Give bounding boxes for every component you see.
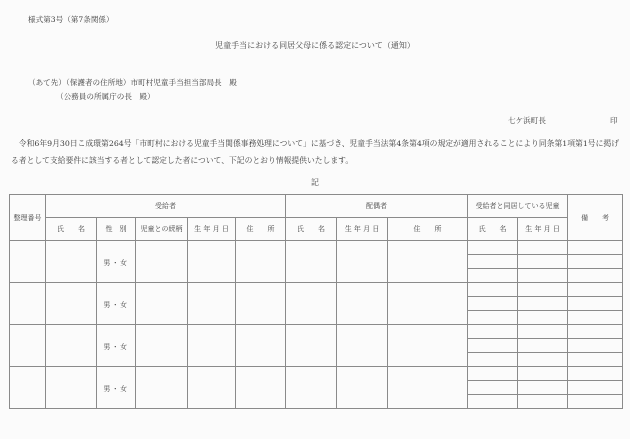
cell-spouse-birthdate (337, 325, 388, 367)
cell-child-birthdate (518, 395, 568, 409)
cell-recipient-address (236, 241, 286, 283)
cell-child-birthdate (518, 311, 568, 325)
cell-remarks (568, 381, 623, 395)
cell-child-birthdate (518, 255, 568, 269)
cell-remarks (568, 255, 623, 269)
record-row-group (10, 325, 623, 339)
col-header-recipient-name: 氏 名 (46, 218, 97, 241)
col-header-spouse-address: 住 所 (388, 218, 468, 241)
col-header-recipient-gender: 性 別 (97, 218, 136, 241)
cell-recipient-name (46, 283, 97, 325)
cell-relationship-to-child (136, 241, 188, 283)
cell-child-birthdate (518, 297, 568, 311)
header-sub-row (10, 218, 623, 241)
header-group-row (10, 195, 623, 218)
cell-serial-number (10, 367, 46, 409)
seal-mark: 印 (610, 116, 618, 125)
cell-serial-number (10, 283, 46, 325)
record-row-group (10, 367, 623, 381)
cell-recipient-gender: 男・女 (97, 325, 136, 367)
cell-child-name (468, 339, 518, 353)
cell-recipient-gender: 男・女 (97, 283, 136, 325)
cell-relationship-to-child (136, 283, 188, 325)
cell-relationship-to-child (136, 325, 188, 367)
cell-remarks (568, 241, 623, 255)
cell-child-name (468, 381, 518, 395)
cell-remarks (568, 283, 623, 297)
cell-spouse-name (286, 283, 337, 325)
cell-remarks (568, 339, 623, 353)
cell-child-birthdate (518, 367, 568, 381)
cell-remarks (568, 269, 623, 283)
cell-spouse-name (286, 241, 337, 283)
cell-spouse-name (286, 325, 337, 367)
cell-recipient-birthdate (188, 367, 236, 409)
cell-recipient-address (236, 325, 286, 367)
cell-spouse-birthdate (337, 283, 388, 325)
cell-child-name (468, 241, 518, 255)
col-header-spouse-name: 氏 名 (286, 218, 337, 241)
page-title: 児童手当における同居父母に係る認定について（通知） (215, 41, 415, 50)
cell-child-name (468, 255, 518, 269)
cell-child-name (468, 325, 518, 339)
cell-remarks (568, 395, 623, 409)
cell-recipient-address (236, 367, 286, 409)
cell-child-name (468, 353, 518, 367)
addressee-line-2: （公務員の所属庁の長 殿） (56, 92, 155, 101)
cell-recipient-address (236, 283, 286, 325)
cell-spouse-birthdate (337, 367, 388, 409)
record-row-group (10, 241, 623, 255)
col-header-recipient-address: 住 所 (236, 218, 286, 241)
cell-child-birthdate (518, 381, 568, 395)
cell-remarks (568, 325, 623, 339)
col-header-child-name: 氏 名 (468, 218, 518, 241)
cell-remarks (568, 297, 623, 311)
cell-child-birthdate (518, 325, 568, 339)
cell-recipient-birthdate (188, 325, 236, 367)
cell-remarks (568, 311, 623, 325)
cell-recipient-birthdate (188, 241, 236, 283)
cell-spouse-birthdate (337, 241, 388, 283)
col-group-recipient: 受給者 (46, 195, 286, 218)
cell-relationship-to-child (136, 367, 188, 409)
cell-child-name (468, 269, 518, 283)
cell-remarks (568, 367, 623, 381)
col-header-child-birthdate: 生 年 月 日 (518, 218, 568, 241)
col-group-spouse: 配偶者 (286, 195, 468, 218)
cell-child-name (468, 297, 518, 311)
cell-remarks (568, 353, 623, 367)
cell-child-birthdate (518, 269, 568, 283)
cell-child-name (468, 395, 518, 409)
cell-recipient-gender: 男・女 (97, 241, 136, 283)
cell-recipient-birthdate (188, 283, 236, 325)
cell-spouse-address (388, 367, 468, 409)
cell-child-name (468, 283, 518, 297)
col-header-serial-number: 整理番号 (10, 195, 46, 241)
cell-child-name (468, 367, 518, 381)
body-paragraph: 令和6年9月30日こ成環第264号「市町村における児童手当関係事務処理について」に基づき、児童手当法第4条第4項の規定が適用されることにより同条第1項第1号に掲げる者として支給要件に該当する者として認定した者について、下記のとおり情報提供いたします。 (11, 139, 619, 165)
record-table (9, 194, 623, 409)
cell-spouse-address (388, 325, 468, 367)
cell-serial-number (10, 325, 46, 367)
col-header-relationship-to-child: 児童との続柄 (136, 218, 188, 241)
form-number: 様式第3号（第7条関係） (28, 15, 114, 24)
cell-recipient-gender: 男・女 (97, 367, 136, 409)
col-header-remarks: 備 考 (568, 195, 623, 241)
cell-serial-number (10, 241, 46, 283)
cell-spouse-name (286, 367, 337, 409)
cell-recipient-name (46, 367, 97, 409)
cell-recipient-name (46, 325, 97, 367)
issuer-name: 七ケ浜町長 (508, 116, 546, 125)
cell-child-name (468, 311, 518, 325)
col-group-cohabiting-children: 受給者と同居している児童 (468, 195, 568, 218)
cell-spouse-address (388, 283, 468, 325)
addressee-line-1: （あて先）（保護者の住所地）市町村児童手当担当部局長 殿 (28, 78, 237, 87)
cell-recipient-name (46, 241, 97, 283)
cell-spouse-address (388, 241, 468, 283)
cell-child-birthdate (518, 283, 568, 297)
cell-child-birthdate (518, 339, 568, 353)
section-marker-ki: 記 (311, 178, 319, 187)
cell-child-birthdate (518, 241, 568, 255)
col-header-recipient-birthdate: 生 年 月 日 (188, 218, 236, 241)
cell-child-birthdate (518, 353, 568, 367)
record-row-group (10, 283, 623, 297)
col-header-spouse-birthdate: 生 年 月 日 (337, 218, 388, 241)
